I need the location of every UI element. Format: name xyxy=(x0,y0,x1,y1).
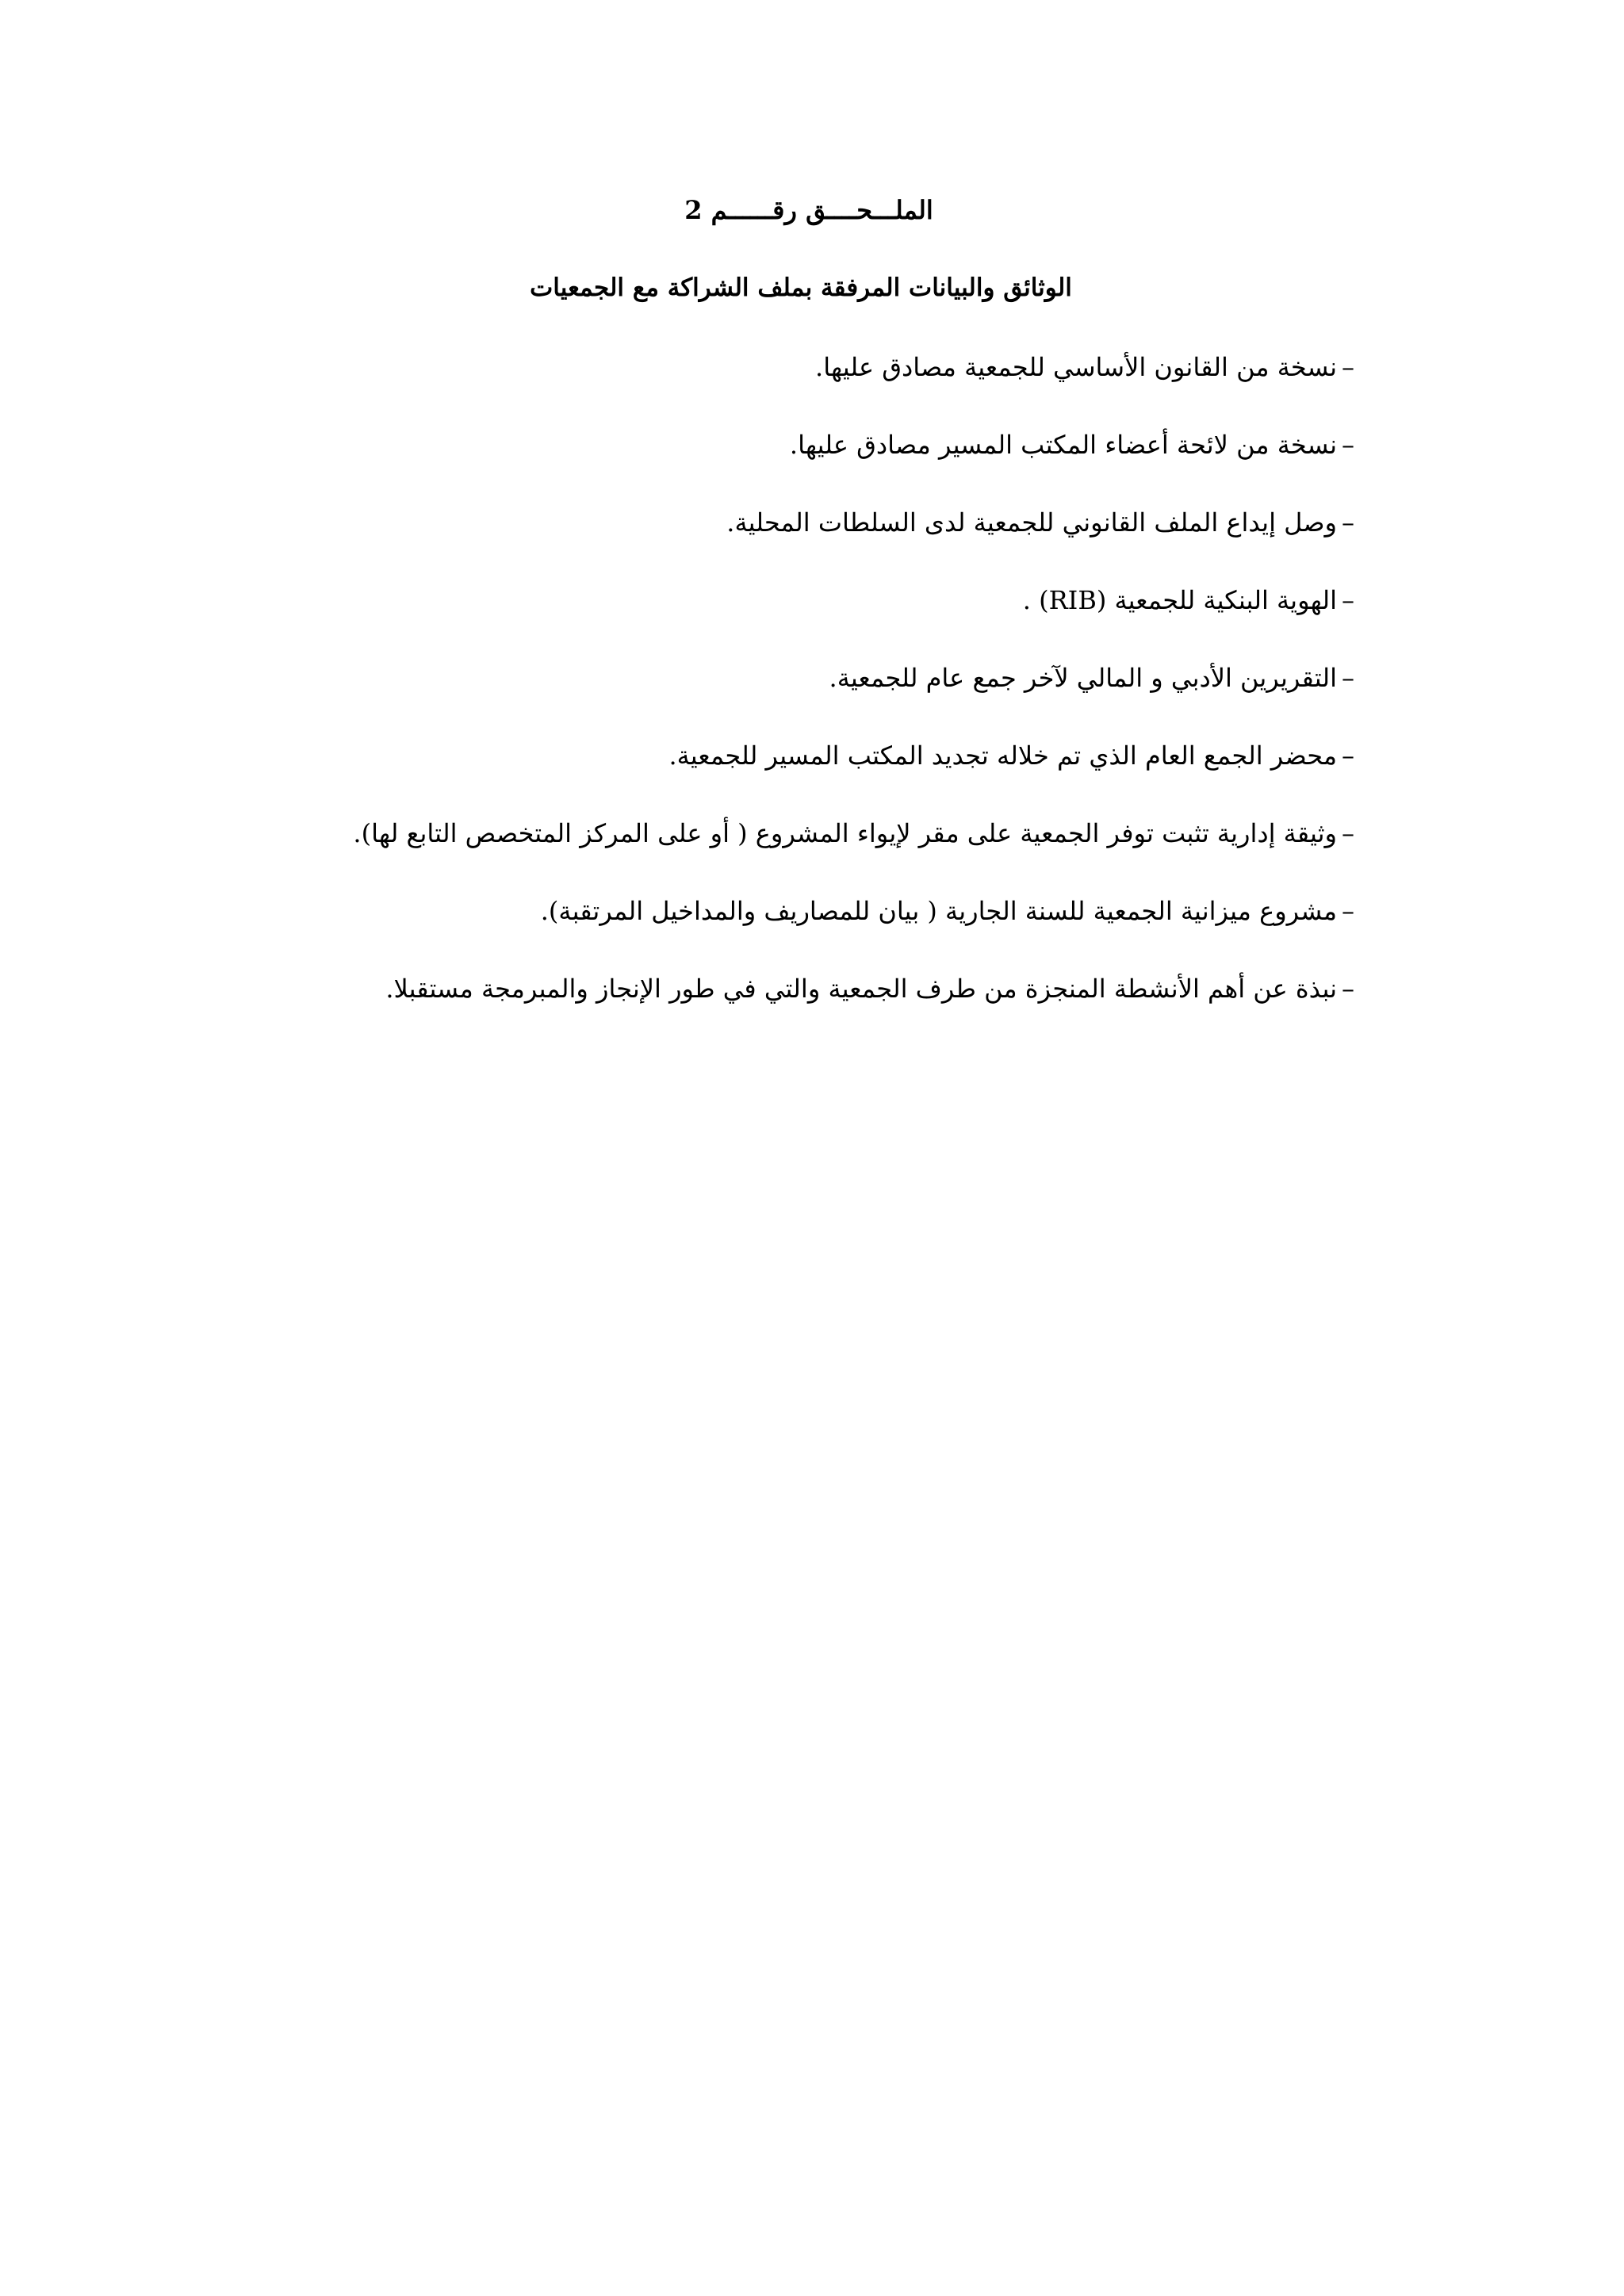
list-item-text: نسخة من القانون الأساسي للجمعية مصادق عليها. xyxy=(815,352,1337,382)
annex-title: الملـــحــــق رقــــــم 2 xyxy=(684,195,933,225)
bullet-dash: – xyxy=(1342,974,1354,1004)
list-item xyxy=(244,347,1354,425)
list-item-text: وثيقة إدارية تثبت توفر الجمعية على مقر لإيواء المشروع ( أو على المركز المتخصص التابع لها). xyxy=(353,818,1337,848)
list-item xyxy=(244,736,1354,813)
bullet-dash: – xyxy=(1342,740,1354,771)
required-documents-list xyxy=(244,347,1354,1047)
bullet-dash: – xyxy=(1342,585,1354,615)
list-item xyxy=(244,503,1354,580)
bullet-dash: – xyxy=(1342,507,1354,538)
list-item xyxy=(244,891,1354,969)
bullet-dash: – xyxy=(1342,352,1354,382)
list-item-text: الهوية البنكية للجمعية (RIB) . xyxy=(1022,585,1337,615)
list-item-text: التقريرين الأدبي و المالي لآخر جمع عام للجمعية. xyxy=(829,663,1337,693)
bullet-dash: – xyxy=(1342,430,1354,460)
list-item-text: مشروع ميزانية الجمعية للسنة الجارية ( بيان للمصاريف والمداخيل المرتقبة). xyxy=(540,896,1337,926)
list-item-text: نبذة عن أهم الأنشطة المنجزة من طرف الجمعية والتي في طور الإنجاز والمبرمجة مستقبلا. xyxy=(385,974,1337,1004)
list-item-text: وصل إيداع الملف القانوني للجمعية لدى السلطات المحلية. xyxy=(726,507,1337,538)
document-subtitle: الوثائق والبيانات المرفقة بملف الشراكة مع الجمعيات xyxy=(530,274,1072,302)
list-item-text: نسخة من لائحة أعضاء المكتب المسير مصادق عليها. xyxy=(789,430,1337,460)
list-item xyxy=(244,580,1354,658)
list-item xyxy=(244,969,1354,1047)
bullet-dash: – xyxy=(1342,818,1354,848)
list-item xyxy=(244,813,1354,891)
bullet-dash: – xyxy=(1342,896,1354,926)
bullet-dash: – xyxy=(1342,663,1354,693)
list-item xyxy=(244,658,1354,736)
list-item-text: محضر الجمع العام الذي تم خلاله تجديد المكتب المسير للجمعية. xyxy=(668,740,1337,771)
list-item xyxy=(244,425,1354,503)
